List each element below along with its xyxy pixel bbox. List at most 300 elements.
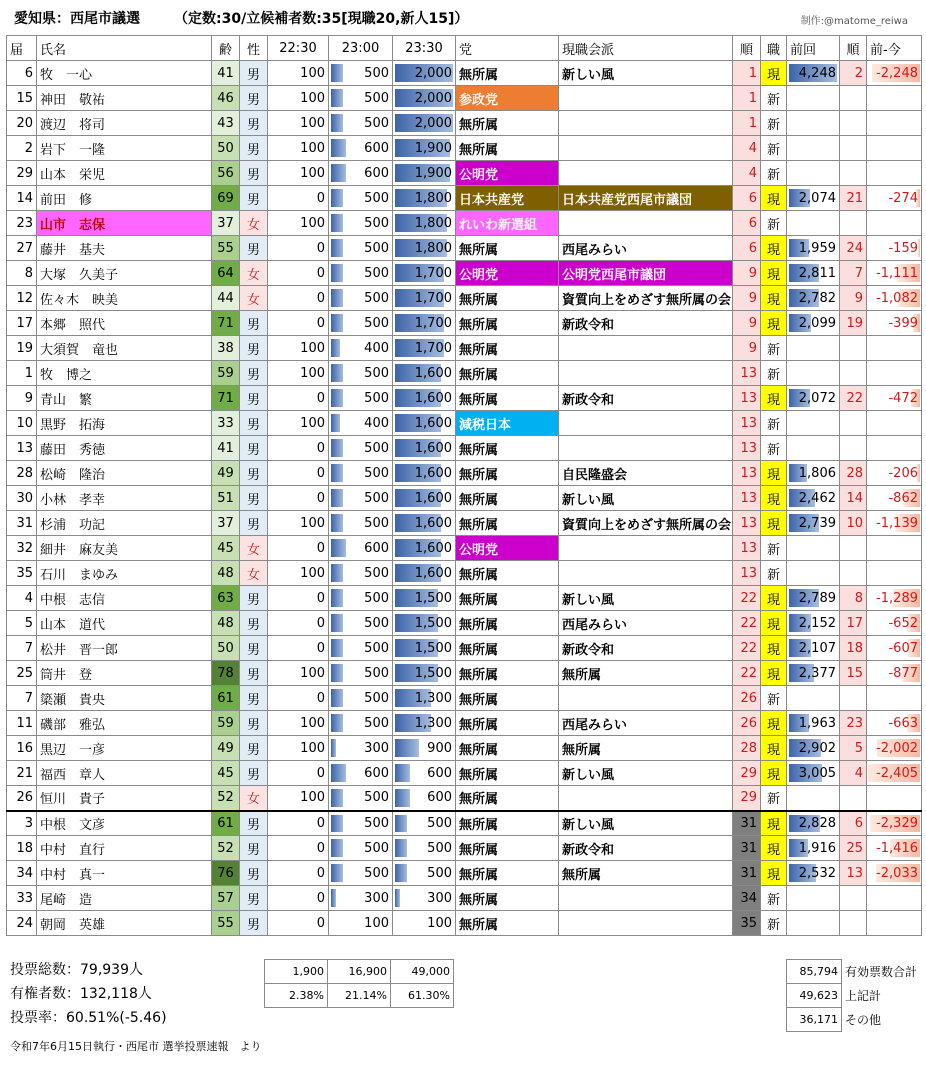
count-bar (331, 139, 346, 157)
status-cell: 新 (761, 161, 787, 186)
previous-rank: 13 (840, 861, 867, 886)
count-t1 (268, 311, 329, 336)
count-value: 1,500 (414, 590, 452, 606)
party-cell: 無所属 (456, 761, 559, 786)
count-bar (331, 239, 343, 257)
previous-rank (840, 211, 867, 236)
age-cell: 69 (212, 186, 240, 211)
candidate-name: 中村 真一 (37, 861, 212, 886)
status-cell: 現 (761, 811, 787, 836)
age-cell: 49 (212, 461, 240, 486)
count-value: 500 (364, 90, 389, 106)
difference-cell (867, 761, 922, 786)
difference-cell (867, 186, 922, 211)
ballot-number: 31 (7, 511, 37, 536)
ballot-number: 19 (7, 336, 37, 361)
party-cell: 無所属 (456, 511, 559, 536)
count-t3 (393, 86, 456, 111)
faction-cell: 無所属 (559, 736, 733, 761)
previous-votes (787, 336, 840, 361)
count-t3 (393, 586, 456, 611)
party-cell: 無所属 (456, 436, 559, 461)
count-value: 100 (300, 215, 325, 231)
party-cell: 無所属 (456, 461, 559, 486)
status-cell: 新 (761, 436, 787, 461)
age-cell: 50 (212, 136, 240, 161)
count-value: 0 (316, 915, 325, 931)
table-row (7, 711, 922, 736)
count-value: 0 (316, 865, 325, 881)
total-votes: 投票総数：79,939人 (10, 962, 143, 978)
previous-rank: 9 (840, 286, 867, 311)
previous-rank: 15 (840, 661, 867, 686)
ballot-number: 27 (7, 236, 37, 261)
age-cell: 33 (212, 411, 240, 436)
faction-cell: 新政令和 (559, 836, 733, 861)
previous-votes (787, 911, 840, 936)
candidate-name: 杉浦 功記 (37, 511, 212, 536)
count-t2 (329, 186, 393, 211)
count-value: 500 (364, 390, 389, 406)
difference-bar (918, 239, 920, 257)
count-value: 1,600 (414, 565, 452, 581)
sex-cell: 男 (240, 661, 268, 686)
age-cell: 50 (212, 636, 240, 661)
ballot-number: 10 (7, 411, 37, 436)
status-cell: 現 (761, 386, 787, 411)
count-value: 100 (300, 740, 325, 756)
sex-cell: 男 (240, 186, 268, 211)
difference-value: -652 (888, 615, 918, 631)
rank-cell: 13 (733, 386, 761, 411)
faction-cell (559, 411, 733, 436)
age-cell: 41 (212, 61, 240, 86)
previous-votes (787, 386, 840, 411)
difference-cell (867, 336, 922, 361)
totals-label: その他 (845, 1013, 882, 1027)
count-bar (331, 164, 346, 182)
count-value: 100 (300, 340, 325, 356)
count-t2 (329, 711, 393, 736)
age-cell: 59 (212, 361, 240, 386)
difference-value: -2,405 (876, 765, 918, 781)
count-value: 500 (364, 590, 389, 606)
party-cell: 無所属 (456, 736, 559, 761)
count-bar (395, 815, 407, 833)
age-cell: 46 (212, 86, 240, 111)
age-cell: 64 (212, 261, 240, 286)
count-t2 (329, 686, 393, 711)
totals-value: 36,171 (787, 1008, 842, 1032)
previous-value: 2,902 (798, 740, 836, 756)
eligible-voters: 有権者数：132,118人 (10, 986, 152, 1002)
count-value: 500 (364, 265, 389, 281)
age-cell: 76 (212, 861, 240, 886)
count-t3 (393, 436, 456, 461)
age-cell: 37 (212, 211, 240, 236)
count-value: 400 (364, 340, 389, 356)
count-value: 500 (364, 665, 389, 681)
age-cell: 52 (212, 836, 240, 861)
previous-value: 3,005 (798, 765, 836, 781)
rank-cell: 13 (733, 436, 761, 461)
sex-cell: 男 (240, 461, 268, 486)
ballot-number: 1 (7, 361, 37, 386)
ballot-number: 20 (7, 111, 37, 136)
table-row (7, 761, 922, 786)
status-cell: 新 (761, 786, 787, 811)
count-t2 (329, 411, 393, 436)
previous-votes (787, 311, 840, 336)
previous-rank: 28 (840, 461, 867, 486)
previous-rank: 17 (840, 611, 867, 636)
count-value: 500 (364, 690, 389, 706)
count-value: 100 (300, 140, 325, 156)
difference-cell (867, 911, 922, 936)
party-cell: 無所属 (456, 236, 559, 261)
previous-votes (787, 686, 840, 711)
count-t1 (268, 211, 329, 236)
count-t1 (268, 536, 329, 561)
count-t3 (393, 311, 456, 336)
faction-cell: 新しい風 (559, 61, 733, 86)
candidate-name: 大須賀 竜也 (37, 336, 212, 361)
candidate-name: 松崎 隆治 (37, 461, 212, 486)
sex-cell: 男 (240, 886, 268, 911)
party-cell: 参政党 (456, 86, 559, 111)
age-cell: 61 (212, 811, 240, 836)
rank-cell: 4 (733, 161, 761, 186)
difference-cell (867, 286, 922, 311)
count-value: 500 (364, 515, 389, 531)
difference-value: -274 (888, 190, 918, 206)
count-bar (331, 614, 343, 632)
count-t2 (329, 911, 393, 936)
previous-value: 2,828 (798, 815, 836, 831)
candidate-name: 大塚 久美子 (37, 261, 212, 286)
previous-votes (787, 711, 840, 736)
status-cell: 現 (761, 836, 787, 861)
sex-cell: 男 (240, 811, 268, 836)
previous-value: 1,806 (798, 465, 836, 481)
table-row (7, 336, 922, 361)
count-t1 (268, 911, 329, 936)
count-t1 (268, 686, 329, 711)
previous-value: 1,963 (798, 715, 836, 731)
count-value: 1,500 (414, 640, 452, 656)
difference-cell (867, 86, 922, 111)
count-bar (331, 289, 343, 307)
party-cell: 無所属 (456, 386, 559, 411)
column-header: 前-今 (867, 36, 922, 61)
count-t1 (268, 586, 329, 611)
previous-rank: 4 (840, 761, 867, 786)
previous-votes (787, 536, 840, 561)
previous-votes (787, 561, 840, 586)
source-note: 令和7年6月15日執行・西尾市 選挙投票速報 より (10, 1040, 262, 1053)
status-cell: 現 (761, 236, 787, 261)
count-t2 (329, 786, 393, 811)
column-header: 職 (761, 36, 787, 61)
candidate-name: 細井 麻友美 (37, 536, 212, 561)
faction-cell: 日本共産党西尾市議団 (559, 186, 733, 211)
count-t2 (329, 236, 393, 261)
party-cell: 無所属 (456, 861, 559, 886)
count-t1 (268, 186, 329, 211)
count-value: 1,500 (414, 665, 452, 681)
difference-value: -399 (888, 315, 918, 331)
count-value: 0 (316, 840, 325, 856)
count-value: 1,600 (414, 515, 452, 531)
count-value: 0 (316, 615, 325, 631)
count-bar (331, 539, 346, 557)
table-row (7, 261, 922, 286)
previous-votes (787, 61, 840, 86)
count-t2 (329, 136, 393, 161)
table-row (7, 161, 922, 186)
count-value: 100 (364, 915, 389, 931)
previous-votes (787, 411, 840, 436)
rank-cell: 26 (733, 711, 761, 736)
candidate-name: 藤田 秀徳 (37, 436, 212, 461)
count-value: 1,800 (414, 215, 452, 231)
sex-cell: 男 (240, 911, 268, 936)
previous-votes (787, 586, 840, 611)
status-cell: 現 (761, 586, 787, 611)
sex-cell: 男 (240, 111, 268, 136)
count-value: 500 (364, 290, 389, 306)
previous-rank (840, 886, 867, 911)
count-t1 (268, 136, 329, 161)
count-t1 (268, 886, 329, 911)
age-cell: 55 (212, 236, 240, 261)
count-t3 (393, 211, 456, 236)
count-value: 500 (364, 565, 389, 581)
count-t3 (393, 661, 456, 686)
count-value: 500 (364, 240, 389, 256)
count-t3 (393, 611, 456, 636)
ballot-number: 8 (7, 261, 37, 286)
count-value: 100 (300, 565, 325, 581)
count-value: 500 (364, 615, 389, 631)
count-value: 500 (364, 715, 389, 731)
status-cell: 新 (761, 361, 787, 386)
rank-cell: 13 (733, 536, 761, 561)
faction-cell (559, 786, 733, 811)
count-t3 (393, 111, 456, 136)
sex-cell: 男 (240, 336, 268, 361)
difference-value: -2,248 (876, 65, 918, 81)
summary-cell: 1,900 (265, 960, 328, 984)
count-t1 (268, 386, 329, 411)
previous-value: 1,916 (798, 840, 836, 856)
rank-cell: 9 (733, 311, 761, 336)
rank-cell: 9 (733, 286, 761, 311)
count-t1 (268, 636, 329, 661)
count-value: 100 (300, 115, 325, 131)
count-t2 (329, 811, 393, 836)
status-cell: 現 (761, 261, 787, 286)
age-cell: 61 (212, 686, 240, 711)
count-bar (331, 314, 343, 332)
difference-value: -1,416 (876, 840, 918, 856)
status-cell: 現 (761, 711, 787, 736)
difference-value: -159 (888, 240, 918, 256)
count-value: 100 (300, 65, 325, 81)
sex-cell: 男 (240, 586, 268, 611)
count-value: 0 (316, 465, 325, 481)
count-value: 1,800 (414, 190, 452, 206)
table-row (7, 636, 922, 661)
totals-label: 上記計 (845, 989, 882, 1003)
count-t2 (329, 736, 393, 761)
sex-cell: 男 (240, 161, 268, 186)
table-row (7, 61, 922, 86)
count-bar (331, 815, 343, 833)
count-value: 1,600 (414, 365, 452, 381)
sex-cell: 女 (240, 536, 268, 561)
count-bar (331, 264, 343, 282)
count-t2 (329, 586, 393, 611)
previous-rank: 2 (840, 61, 867, 86)
count-value: 1,600 (414, 415, 452, 431)
count-value: 500 (427, 840, 452, 856)
count-t1 (268, 836, 329, 861)
rank-cell: 1 (733, 111, 761, 136)
count-bar (331, 564, 343, 582)
count-t1 (268, 361, 329, 386)
sex-cell: 男 (240, 761, 268, 786)
table-row (7, 811, 922, 836)
ballot-number: 16 (7, 736, 37, 761)
previous-value: 4,248 (798, 65, 836, 81)
count-t2 (329, 336, 393, 361)
difference-value: -1,139 (876, 515, 918, 531)
party-cell: 無所属 (456, 811, 559, 836)
count-t3 (393, 386, 456, 411)
previous-rank (840, 561, 867, 586)
previous-votes (787, 611, 840, 636)
faction-cell (559, 361, 733, 386)
count-bar (331, 664, 343, 682)
candidate-name: 山本 栄児 (37, 161, 212, 186)
count-value: 300 (364, 740, 389, 756)
count-value: 0 (316, 765, 325, 781)
difference-cell (867, 361, 922, 386)
ballot-number: 21 (7, 761, 37, 786)
count-value: 1,800 (414, 240, 452, 256)
count-t1 (268, 86, 329, 111)
count-t3 (393, 911, 456, 936)
difference-cell (867, 136, 922, 161)
previous-rank: 18 (840, 636, 867, 661)
ballot-number: 23 (7, 211, 37, 236)
count-bar (331, 339, 340, 357)
party-cell: 無所属 (456, 136, 559, 161)
count-value: 0 (316, 240, 325, 256)
count-bar (331, 889, 336, 907)
summary-cell: 49,000 (391, 960, 454, 984)
faction-cell: 西尾みらい (559, 711, 733, 736)
count-value: 0 (316, 690, 325, 706)
turnout: 投票率：60.51%(-5.46) (10, 1010, 167, 1026)
difference-cell (867, 586, 922, 611)
difference-value: -877 (888, 665, 918, 681)
difference-cell (867, 836, 922, 861)
count-t1 (268, 786, 329, 811)
column-header: 現職会派 (559, 36, 733, 61)
candidate-name: 中根 志信 (37, 586, 212, 611)
age-cell: 48 (212, 561, 240, 586)
status-cell: 現 (761, 661, 787, 686)
rank-cell: 6 (733, 236, 761, 261)
rank-cell: 13 (733, 461, 761, 486)
ballot-number: 14 (7, 186, 37, 211)
count-t2 (329, 436, 393, 461)
credit-text: 制作:@matome_reiwa (800, 16, 908, 27)
difference-value: -663 (888, 715, 918, 731)
count-value: 600 (427, 765, 452, 781)
count-t2 (329, 661, 393, 686)
previous-votes (787, 361, 840, 386)
sex-cell: 男 (240, 836, 268, 861)
faction-cell: 新しい風 (559, 486, 733, 511)
count-bar (331, 689, 343, 707)
table-row (7, 911, 922, 936)
status-cell: 新 (761, 686, 787, 711)
count-value: 0 (316, 265, 325, 281)
count-t3 (393, 761, 456, 786)
count-value: 0 (316, 890, 325, 906)
difference-cell (867, 786, 922, 811)
count-value: 900 (427, 740, 452, 756)
candidate-name: 渡辺 将司 (37, 111, 212, 136)
count-value: 600 (427, 790, 452, 806)
age-cell: 43 (212, 111, 240, 136)
count-t2 (329, 861, 393, 886)
rank-cell: 13 (733, 561, 761, 586)
count-value: 1,600 (414, 490, 452, 506)
count-bar (331, 464, 343, 482)
status-cell: 新 (761, 111, 787, 136)
count-value: 0 (316, 315, 325, 331)
ballot-number: 18 (7, 836, 37, 861)
count-value: 500 (427, 815, 452, 831)
previous-value: 2,152 (798, 615, 836, 631)
count-t2 (329, 386, 393, 411)
count-bar (331, 189, 343, 207)
summary-cell: 16,900 (328, 960, 391, 984)
count-value: 500 (364, 190, 389, 206)
difference-cell (867, 236, 922, 261)
table-row (7, 661, 922, 686)
previous-rank (840, 86, 867, 111)
difference-cell (867, 111, 922, 136)
difference-value: -1,082 (876, 290, 918, 306)
sex-cell: 男 (240, 711, 268, 736)
candidate-name: 中村 直行 (37, 836, 212, 861)
ballot-number: 5 (7, 611, 37, 636)
party-cell: 無所属 (456, 836, 559, 861)
rank-cell: 31 (733, 861, 761, 886)
previous-rank (840, 336, 867, 361)
previous-votes (787, 161, 840, 186)
count-value: 1,600 (414, 465, 452, 481)
count-t1 (268, 261, 329, 286)
ballot-number: 25 (7, 661, 37, 686)
count-bar (331, 214, 343, 232)
column-header: 23:00 (329, 36, 393, 61)
